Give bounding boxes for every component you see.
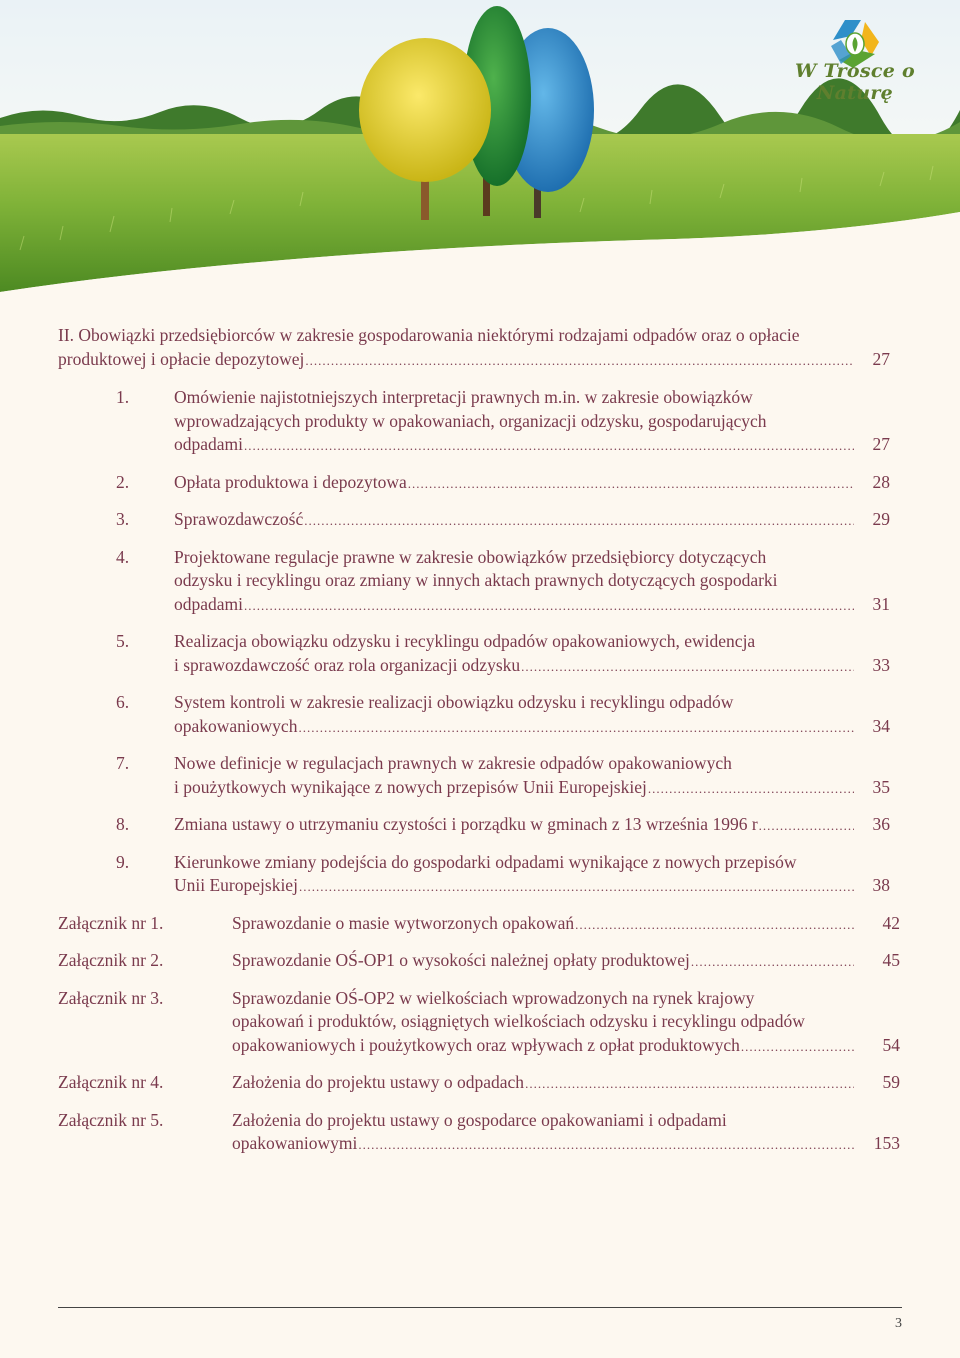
page-number: 35 bbox=[872, 776, 890, 797]
item-number: 3. bbox=[116, 509, 130, 529]
item-title-line: Omówienie najistotniejszych interpretacji prawnych m.in. w zakresie obowiązków bbox=[174, 387, 753, 407]
toc-item-6[interactable] bbox=[58, 691, 900, 739]
item-title-line: Sprawozdawczość bbox=[174, 509, 304, 529]
annex-title-line: Założenia do projektu ustawy o gospodarce opakowaniami i odpadami bbox=[232, 1109, 727, 1130]
item-title-line: odzysku i recyklingu oraz zmiany w innych aktach prawnych dotyczących gospodarki bbox=[174, 570, 778, 590]
item-number: 1. bbox=[116, 387, 130, 407]
item-title-line: Zmiana ustawy o utrzymaniu czystości i porządku w gminach z 13 września 1996 r bbox=[174, 814, 758, 834]
toc-item-7[interactable] bbox=[58, 752, 900, 800]
annex-title-line: Sprawozdanie o masie wytworzonych opakowań bbox=[232, 912, 575, 933]
annex-title-line: opakowaniowymi bbox=[232, 1133, 358, 1153]
toc-annex-3[interactable] bbox=[58, 987, 900, 1059]
item-number: 4. bbox=[116, 546, 130, 567]
page-number: 59 bbox=[882, 1072, 900, 1092]
toc-item-8[interactable] bbox=[58, 813, 900, 838]
toc-item-5[interactable] bbox=[58, 630, 900, 678]
toc-section-heading-line2: produktowej i opłacie depozytowej bbox=[58, 348, 305, 369]
toc-item-9[interactable] bbox=[58, 851, 900, 899]
item-title-line: Projektowane regulacje prawne w zakresie obowiązków przedsiębiorcy dotyczących bbox=[174, 546, 767, 567]
page-number: 54 bbox=[882, 1034, 900, 1055]
page-number: 34 bbox=[872, 715, 890, 736]
annex-title-line: Założenia do projektu ustawy o odpadach bbox=[232, 1072, 525, 1092]
item-number: 2. bbox=[116, 471, 130, 492]
item-title-line: i poużytkowych wynikające z nowych przepisów Unii Europejskiej bbox=[174, 776, 647, 797]
page-number: 27 bbox=[872, 348, 890, 369]
yellow-tree-icon bbox=[359, 38, 491, 182]
dot-leader bbox=[299, 875, 854, 899]
page-number: 29 bbox=[872, 509, 890, 529]
dot-leader bbox=[759, 814, 854, 838]
annex-label: Załącznik nr 1. bbox=[58, 912, 164, 933]
dot-leader bbox=[244, 594, 854, 618]
footer-page-number: 3 bbox=[895, 1316, 902, 1331]
toc-annex-2[interactable] bbox=[58, 949, 900, 974]
dot-leader bbox=[305, 349, 854, 373]
annex-label: Załącznik nr 2. bbox=[58, 950, 164, 970]
logo bbox=[760, 14, 950, 104]
dot-leader bbox=[304, 509, 854, 533]
page-number: 42 bbox=[882, 912, 900, 933]
annex-title-line: opakowań i produktów, osiągniętych wielkościach odzysku i recyklingu odpadów bbox=[232, 1011, 805, 1031]
annex-label: Załącznik nr 5. bbox=[58, 1109, 164, 1130]
item-title-line: opakowaniowych bbox=[174, 715, 298, 736]
page-number: 33 bbox=[872, 654, 890, 675]
page-number: 153 bbox=[873, 1133, 900, 1153]
annex-label: Załącznik nr 4. bbox=[58, 1072, 164, 1092]
header-banner bbox=[0, 0, 960, 300]
item-number: 5. bbox=[116, 631, 130, 651]
toc-item-2[interactable] bbox=[58, 471, 900, 496]
annex-title-line: Sprawozdanie OŚ-OP2 w wielkościach wprowadzonych na rynek krajowy bbox=[232, 987, 755, 1008]
item-title-line: Nowe definicje w regulacjach prawnych w zakresie odpadów opakowaniowych bbox=[174, 753, 732, 773]
page-number: 31 bbox=[872, 593, 890, 614]
item-number: 6. bbox=[116, 692, 130, 712]
dot-leader bbox=[521, 655, 854, 679]
dot-leader bbox=[525, 1072, 854, 1096]
dot-leader bbox=[648, 777, 854, 801]
page-number: 28 bbox=[872, 471, 890, 492]
toc-annex-4[interactable] bbox=[58, 1071, 900, 1096]
item-number: 7. bbox=[116, 753, 130, 773]
toc-section-heading[interactable] bbox=[58, 324, 900, 372]
annex-label: Załącznik nr 3. bbox=[58, 987, 164, 1008]
toc-annex-1[interactable] bbox=[58, 912, 900, 937]
table-of-contents bbox=[58, 324, 900, 1170]
page-number: 36 bbox=[872, 814, 890, 834]
item-title-line: Kierunkowe zmiany podejścia do gospodarki odpadami wynikające z nowych przepisów bbox=[174, 851, 797, 872]
annex-title-line: opakowaniowych i poużytkowych oraz wpływach z opłat produktowych bbox=[232, 1034, 740, 1055]
dot-leader bbox=[741, 1035, 854, 1059]
item-title-line: odpadami bbox=[174, 593, 244, 614]
toc-item-1[interactable] bbox=[58, 386, 900, 458]
item-title-line: Realizacja obowiązku odzysku i recyklingu odpadów opakowaniowych, ewidencja bbox=[174, 631, 756, 651]
item-title-line: wprowadzających produkty w opakowaniach, organizacji odzysku, gospodarujących bbox=[174, 410, 767, 431]
logo-tagline: W Trosce o Naturę bbox=[794, 60, 916, 104]
page-number: 45 bbox=[882, 950, 900, 970]
toc-item-4[interactable] bbox=[58, 546, 900, 618]
dot-leader bbox=[575, 913, 854, 937]
footer-divider bbox=[58, 1307, 902, 1308]
toc-item-3[interactable] bbox=[58, 508, 900, 533]
dot-leader bbox=[244, 434, 854, 458]
item-number: 9. bbox=[116, 851, 130, 872]
item-number: 8. bbox=[116, 814, 130, 834]
page-number: 38 bbox=[872, 875, 890, 895]
page-number: 27 bbox=[872, 434, 890, 454]
dot-leader bbox=[408, 472, 854, 496]
dot-leader bbox=[691, 950, 854, 974]
item-title-line: Unii Europejskiej bbox=[174, 875, 298, 895]
item-title-line: odpadami bbox=[174, 434, 244, 454]
item-title-line: Opłata produktowa i depozytowa bbox=[174, 471, 407, 492]
dot-leader bbox=[358, 1133, 854, 1157]
item-title-line: i sprawozdawczość oraz rola organizacji odzysku bbox=[174, 654, 521, 675]
annex-title-line: Sprawozdanie OŚ-OP1 o wysokości należnej opłaty produktowej bbox=[232, 950, 690, 970]
toc-section-heading-line1: II. Obowiązki przedsiębiorców w zakresie gospodarowania niektórymi rodzajami odpadów oraz o opłacie bbox=[58, 325, 800, 345]
item-title-line: System kontroli w zakresie realizacji obowiązku odzysku i recyklingu odpadów bbox=[174, 692, 734, 712]
toc-annex-5[interactable] bbox=[58, 1109, 900, 1157]
dot-leader bbox=[298, 716, 854, 740]
